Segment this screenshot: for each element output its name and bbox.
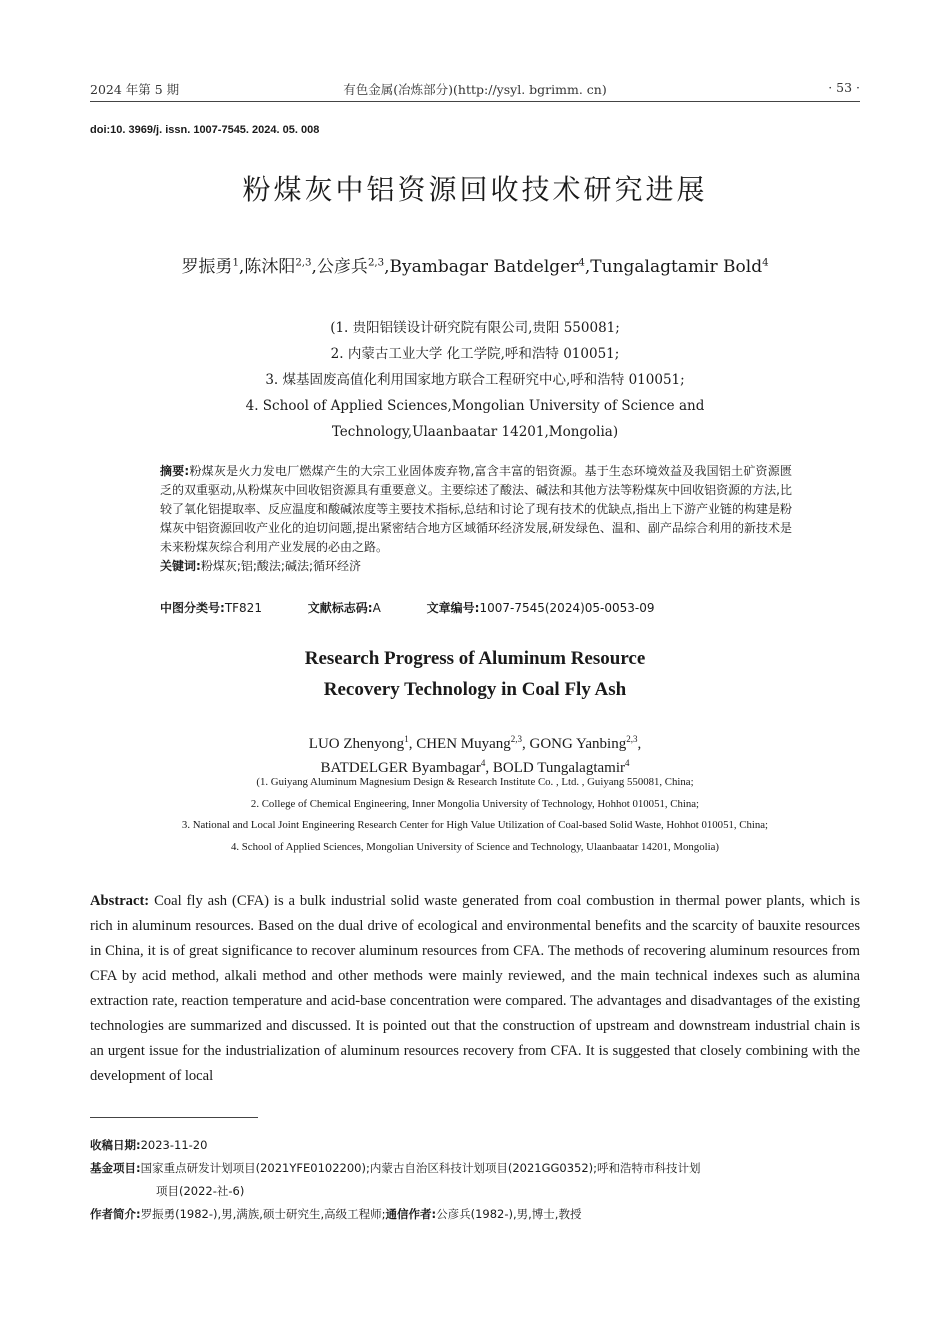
author-affiliation-marker: 2,3 bbox=[626, 734, 638, 744]
chinese-affiliations bbox=[0, 315, 950, 445]
author-affiliation-marker: 2,3 bbox=[510, 734, 523, 744]
header-journal: 有色金属(冶炼部分)(http://ysyl. bgrimm. cn) bbox=[343, 82, 607, 97]
author-bio: 罗振勇(1982-),男,满族,硕士研究生,高级工程师; bbox=[140, 1207, 386, 1221]
author-separator: , bbox=[311, 257, 317, 277]
affiliation-line: 4. School of Applied Sciences, Mongolian University of Science and Technology, Ulaanbaatar 14201, Mongolia) bbox=[231, 840, 719, 853]
author-separator: , bbox=[384, 257, 390, 277]
author-bio-label: 作者简介: bbox=[90, 1207, 141, 1221]
author-separator: , bbox=[485, 760, 493, 776]
header-rule bbox=[90, 101, 860, 102]
affiliation-line: Technology,Ulaanbaatar 14201,Mongolia) bbox=[331, 424, 619, 440]
english-title-line: Research Progress of Aluminum Resource bbox=[304, 648, 646, 669]
author-name: 陈沐阳 bbox=[244, 257, 296, 277]
author-name: LUO Zhenyong bbox=[308, 736, 405, 752]
chinese-authors bbox=[0, 252, 950, 277]
doc-code-label: 文献标志码: bbox=[307, 601, 373, 615]
author-affiliation-marker: 2,3 bbox=[295, 257, 312, 269]
author-name: 公彦兵 bbox=[316, 257, 368, 277]
abstract-label: 摘要: bbox=[160, 464, 190, 478]
header-issue: 2024 年第 5 期 bbox=[90, 82, 180, 97]
clc-label: 中图分类号: bbox=[160, 601, 225, 615]
author-name: CHEN Muyang bbox=[416, 736, 511, 752]
doc-code-value: A bbox=[372, 601, 381, 615]
fund-label: 基金项目: bbox=[90, 1161, 141, 1175]
keywords-text: 粉煤灰;铝;酸法;碱法;循环经济 bbox=[200, 559, 361, 573]
doi: doi:10. 3969/j. issn. 1007-7545. 2024. 05. 008 bbox=[90, 124, 320, 136]
author-separator: , bbox=[584, 257, 591, 277]
abstract-text: Coal fly ash (CFA) is a bulk industrial solid waste generated from coal combustion in thermal power plants, which is rich in aluminum resources. Based on the dual drive of ecological and environmental benefits and the scarcity of bauxite resources in China, it is of great significance to recover aluminum resources from CFA. The methods of recovering aluminum resources from CFA by acid method, alkali method and other methods were mainly reviewed, and the main technical indexes such as alumina extraction rate, reaction temperature and acid-base concentration were compared. The advantages and disadvantages of the existing technologies are summarized and discussed. It is pointed out that the construction of upstream and downstream industrial chain is an urgent issue for the industrialization of aluminum resources recovery from CFA. It is suggested that closely combining with the development of local bbox=[90, 893, 860, 1084]
author-name: BATDELGER Byambagar bbox=[320, 760, 481, 776]
author-separator: , bbox=[637, 736, 642, 752]
author-affiliation-marker: 4 bbox=[480, 758, 486, 768]
english-affiliations bbox=[0, 772, 950, 858]
classification-row bbox=[160, 599, 697, 616]
affiliation-line: 2. 内蒙古工业大学 化工学院,呼和浩特 010051; bbox=[330, 346, 620, 362]
abstract-label: Abstract: bbox=[90, 893, 150, 909]
corresponding-author-label: 通信作者: bbox=[385, 1207, 437, 1221]
english-title bbox=[0, 643, 950, 705]
english-abstract bbox=[90, 889, 860, 1089]
affiliation-line: 2. College of Chemical Engineering, Inner Mongolia University of Technology, Hohhot 010051, China; bbox=[250, 797, 700, 810]
author-affiliation-marker: 4 bbox=[624, 758, 630, 768]
fund-text-continued: 项目(2022-社-6) bbox=[156, 1184, 245, 1198]
fund-text: 国家重点研发计划项目(2021YFE0102200);内蒙古自治区科技计划项目(2021GG0352);呼和浩特市科技计划 bbox=[140, 1161, 701, 1175]
author-affiliation-marker: 1 bbox=[404, 734, 409, 744]
author-name: Tungalagtamir Bold bbox=[590, 257, 763, 277]
author-name: Byambagar Batdelger bbox=[389, 257, 579, 277]
author-name: GONG Yanbing bbox=[529, 736, 627, 752]
author-separator: , bbox=[408, 736, 417, 752]
keywords-label: 关键词: bbox=[160, 559, 201, 573]
footnotes bbox=[90, 1134, 862, 1226]
corresponding-author-info: 公彦兵(1982-),男,博士,教授 bbox=[436, 1207, 582, 1221]
received-date: 2023-11-20 bbox=[140, 1138, 208, 1152]
footnote-rule bbox=[90, 1117, 258, 1118]
article-number-label: 文章编号: bbox=[426, 601, 480, 615]
author-affiliation-marker: 2,3 bbox=[367, 257, 385, 269]
clc-value: TF821 bbox=[224, 601, 262, 615]
english-authors-line bbox=[0, 732, 950, 756]
received-label: 收稿日期: bbox=[90, 1138, 141, 1152]
header-page-number: · 53 · bbox=[828, 80, 860, 95]
chinese-title: 粉煤灰中铝资源回收技术研究进展 bbox=[242, 173, 708, 206]
author-affiliation-marker: 1 bbox=[232, 257, 239, 269]
abstract-text: 粉煤灰是火力发电厂燃煤产生的大宗工业固体废弃物,富含丰富的铝资源。基于生态环境效益及我国铝土矿资源匮乏的双重驱动,从粉煤灰中回收铝资源具有重要意义。主要综述了酸法、碱法和其他方法等粉煤灰中回收铝资源的方法,比较了氧化铝提取率、反应温度和酸碱浓度等主要技术指标,总结和讨论了现有技术的优缺点,指出上下游产业链的构建是粉煤灰中铝资源回收产业化的迫切问题,提出紧密结合地方区域循环经济发展,研发绿色、温和、副产品综合利用的新技术是未来粉煤灰综合利用产业发展的必由之路。 bbox=[160, 464, 792, 554]
chinese-abstract bbox=[160, 462, 792, 576]
author-name: 罗振勇 bbox=[181, 257, 233, 277]
author-separator: , bbox=[522, 736, 530, 752]
affiliation-line: 3. National and Local Joint Engineering Research Center for High Value Utilization of Coal-based Solid Waste, Hohhot 010051, China; bbox=[181, 819, 769, 831]
affiliation-line: (1. 贵阳铝镁设计研究院有限公司,贵阳 550081; bbox=[330, 320, 620, 336]
author-affiliation-marker: 4 bbox=[762, 257, 769, 269]
english-title-line: Recovery Technology in Coal Fly Ash bbox=[323, 679, 627, 700]
affiliation-line: 4. School of Applied Sciences,Mongolian University of Science and bbox=[245, 398, 705, 414]
affiliation-line: 3. 煤基固废高值化利用国家地方联合工程研究中心,呼和浩特 010051; bbox=[265, 372, 685, 388]
author-separator: , bbox=[238, 257, 245, 277]
author-affiliation-marker: 4 bbox=[578, 257, 585, 269]
article-number-value: 1007-7545(2024)05-0053-09 bbox=[479, 601, 655, 615]
author-name: BOLD Tungalagtamir bbox=[492, 760, 625, 776]
affiliation-line: (1. Guiyang Aluminum Magnesium Design & Research Institute Co. , Ltd. , Guiyang 550081, China; bbox=[256, 776, 694, 788]
